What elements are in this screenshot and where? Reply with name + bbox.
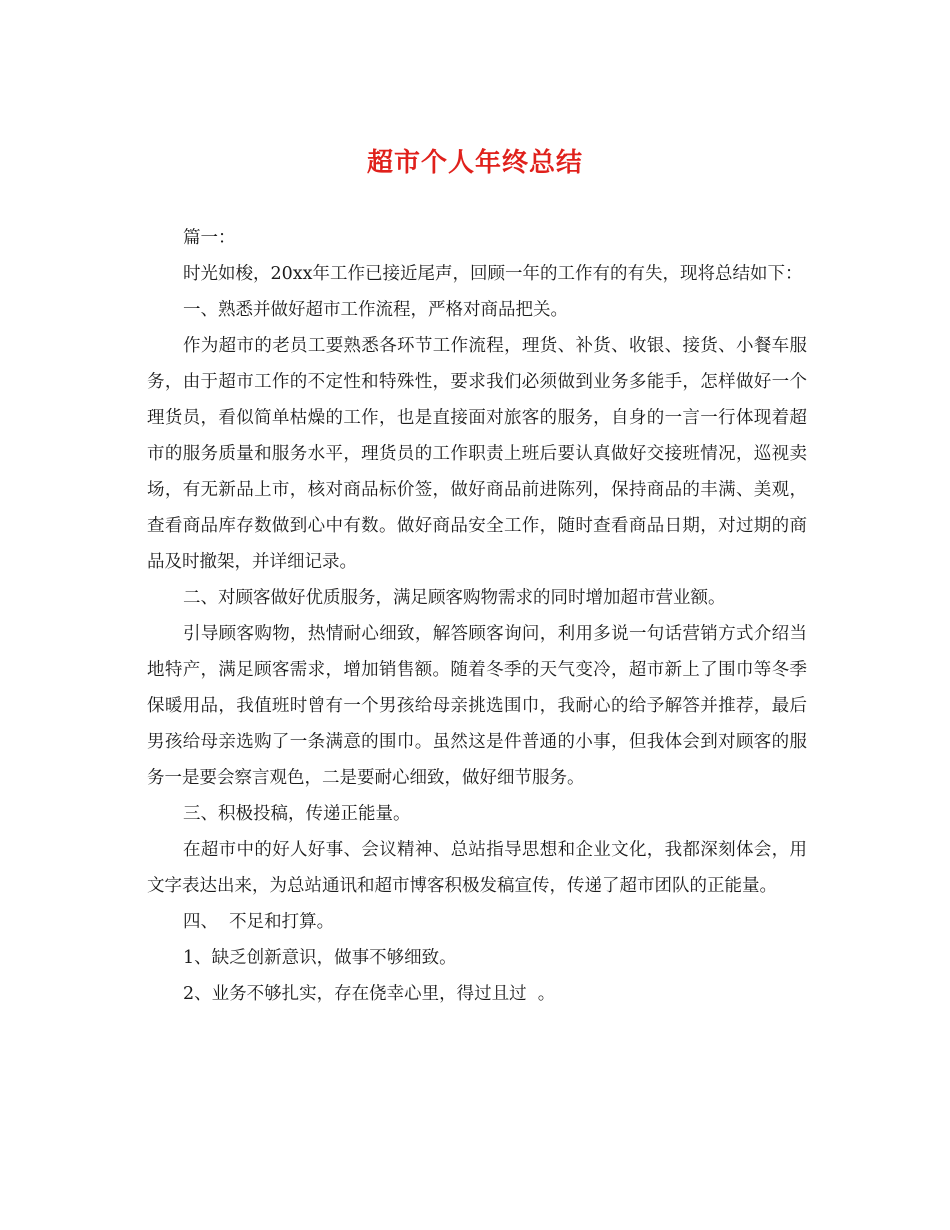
document-title: 超市个人年终总结 [366, 148, 583, 178]
list-item-1: 1、缺乏创新意识，做事不够细致。 [183, 948, 457, 968]
list-item-2: 2、业务不够扎实，存在侥幸心里，得过且过 。 [183, 984, 556, 1004]
body-paragraph-1: 作为超市的老员工要熟悉各环节工作流程，理货、补货、收银、接货、小餐车服务，由于超市工作的不定性和特殊性，要求我们必须做到业务多能手，怎样做好一个理货员，看似简单枯燥的工作，也是直接面对旅客的服务，自身的一言一行体现着超市的服务质量和服务水平，理货员的工作职责上班后要认真做好交接班情况，巡视卖场，有无新品上市，核对商品标价签，做好商品前进陈列，保持商品的丰满、美观，查看商品库存数做到心中有数。做好商品安全工作，随时查看商品日期，对过期的商品及时撤架，并详细记录。 [147, 336, 807, 572]
heading-2: 二、对顾客做好优质服务，满足顾客购物需求的同时增加超市营业额。 [183, 588, 726, 608]
heading-1: 一、熟悉并做好超市工作流程，严格对商品把关。 [183, 300, 568, 320]
heading-3: 三、积极投稿，传递正能量。 [183, 804, 411, 824]
section-label: 篇一： [183, 228, 236, 248]
body-paragraph-3: 在超市中的好人好事、会议精神、总站指导思想和企业文化，我都深刻体会，用文字表达出来，为总站通讯和超市博客积极发稿宣传，传递了超市团队的正能量。 [147, 840, 807, 896]
document-body [147, 220, 807, 1012]
intro-paragraph: 时光如梭，20xx年工作已接近尾声，回顾一年的工作有的有失，现将总结如下： [183, 264, 803, 284]
body-paragraph-2: 引导顾客购物，热情耐心细致，解答顾客询问，利用多说一句话营销方式介绍当地特产，满足顾客需求，增加销售额。随着冬季的天气变冷，超市新上了围巾等冬季保暖用品，我值班时曾有一个男孩给母亲挑选围巾，我耐心的给予解答并推荐，最后男孩给母亲选购了一条满意的围巾。虽然这是件普通的小事，但我体会到对顾客的服务一是要会察言观色，二是要耐心细致，做好细节服务。 [147, 624, 807, 788]
heading-4: 四、 不足和打算。 [183, 912, 335, 932]
